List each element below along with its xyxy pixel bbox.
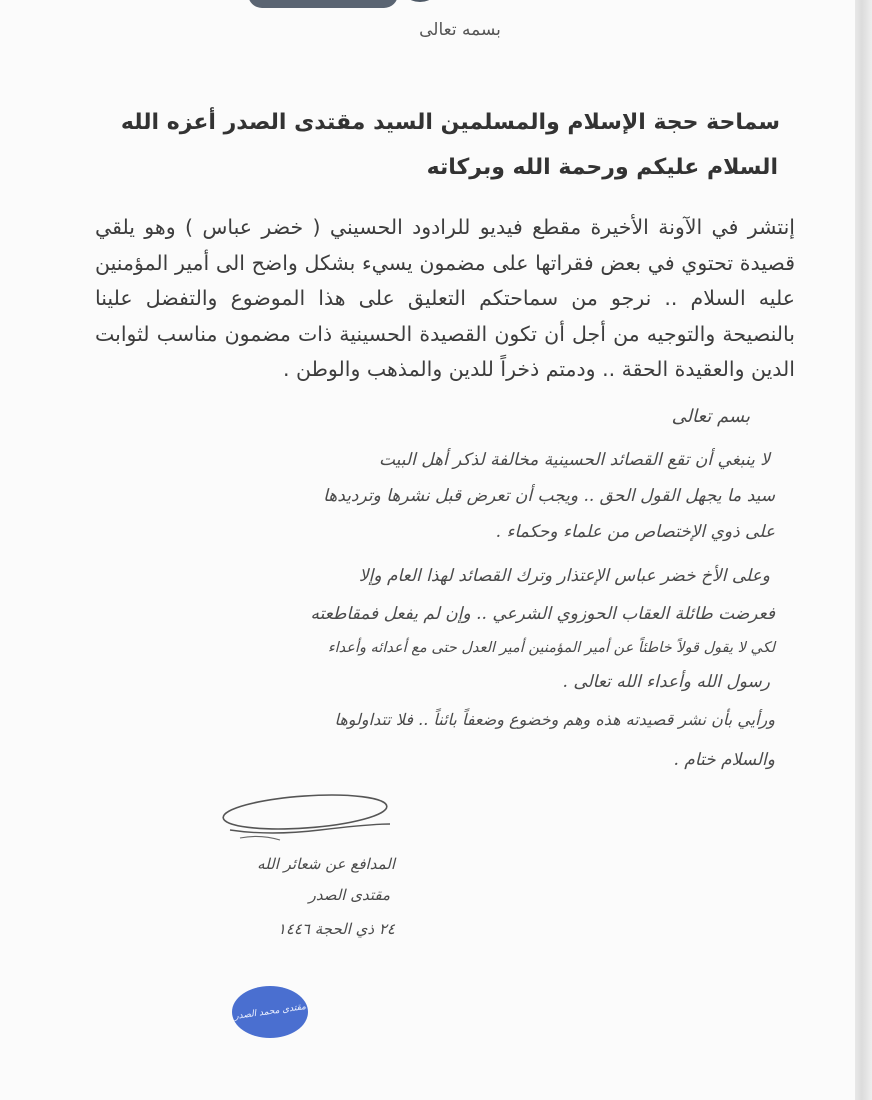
signature-name: مقتدى الصدر (308, 886, 390, 904)
reply-line: لا ينبغي أن تقع القصائد الحسينية مخالفة لذكر أهل البيت (378, 450, 770, 470)
reply-line: والسلام ختام . (673, 750, 775, 770)
reply-opening: بسم تعالى (671, 406, 750, 427)
reply-line: سيد ما يجهل القول الحق .. ويجب أن تعرض قبل نشرها وترديدها (323, 486, 775, 506)
reply-line: على ذوي الإختصاص من علماء وحكماء . (495, 522, 775, 542)
letterhead-logo-icon (248, 0, 398, 8)
greeting-line: السلام عليكم ورحمة الله وبركاته (426, 155, 778, 180)
page-edge (855, 0, 872, 1100)
signature-date: ٢٤ ذي الحجة ١٤٤٦ (277, 920, 395, 938)
letterhead-logo-mark-icon (398, 0, 442, 2)
signature-icon (210, 790, 400, 850)
signature-title: المدافع عن شعائر الله (257, 855, 395, 873)
reply-line: رسول الله وأعداء الله تعالى . (562, 672, 770, 692)
reply-line: وعلى الأخ خضر عباس الإعتذار وترك القصائد لهذا العام وإلا (358, 566, 770, 586)
reply-line: لكي لا يقول قولاً خاطئاً عن أمير المؤمنين أمير العدل حتى مع أعدائه وأعداء (327, 640, 775, 656)
reply-line: ورأيي بأن نشر قصيدته هذه وهم وخضوع وضعفاً بائناً .. فلا تتداولوها (334, 710, 775, 729)
basmala-heading: بسمه تعالى (419, 20, 501, 40)
letter-body: إنتشر في الآونة الأخيرة مقطع فيديو للرادود الحسيني ( خضر عباس ) وهو يلقي قصيدة تحتوي في بعض فقراتها على مضمون يسيء بشكل واضح الى أمير المؤمنين عليه السلام .. نرجو من سماحتكم التعليق على هذا الموضوع والتفضل علينا بالنصيحة والتوجيه من أجل أن تكون القصيدة الحسينية ذات مضمون مناسب لثوابت الدين والعقيدة الحقة .. ودمتم ذخراً للدين والمذهب والوطن . (95, 215, 795, 381)
reply-line: فعرضت طائلة العقاب الحوزوي الشرعي .. وإن لم يفعل فمقاطعته (310, 604, 775, 624)
addressee-line: سماحة حجة الإسلام والمسلمين السيد مقتدى الصدر أعزه الله (120, 110, 780, 135)
seal-text: مقتدى محمد الصدر (233, 1002, 307, 1022)
official-seal (232, 986, 308, 1038)
